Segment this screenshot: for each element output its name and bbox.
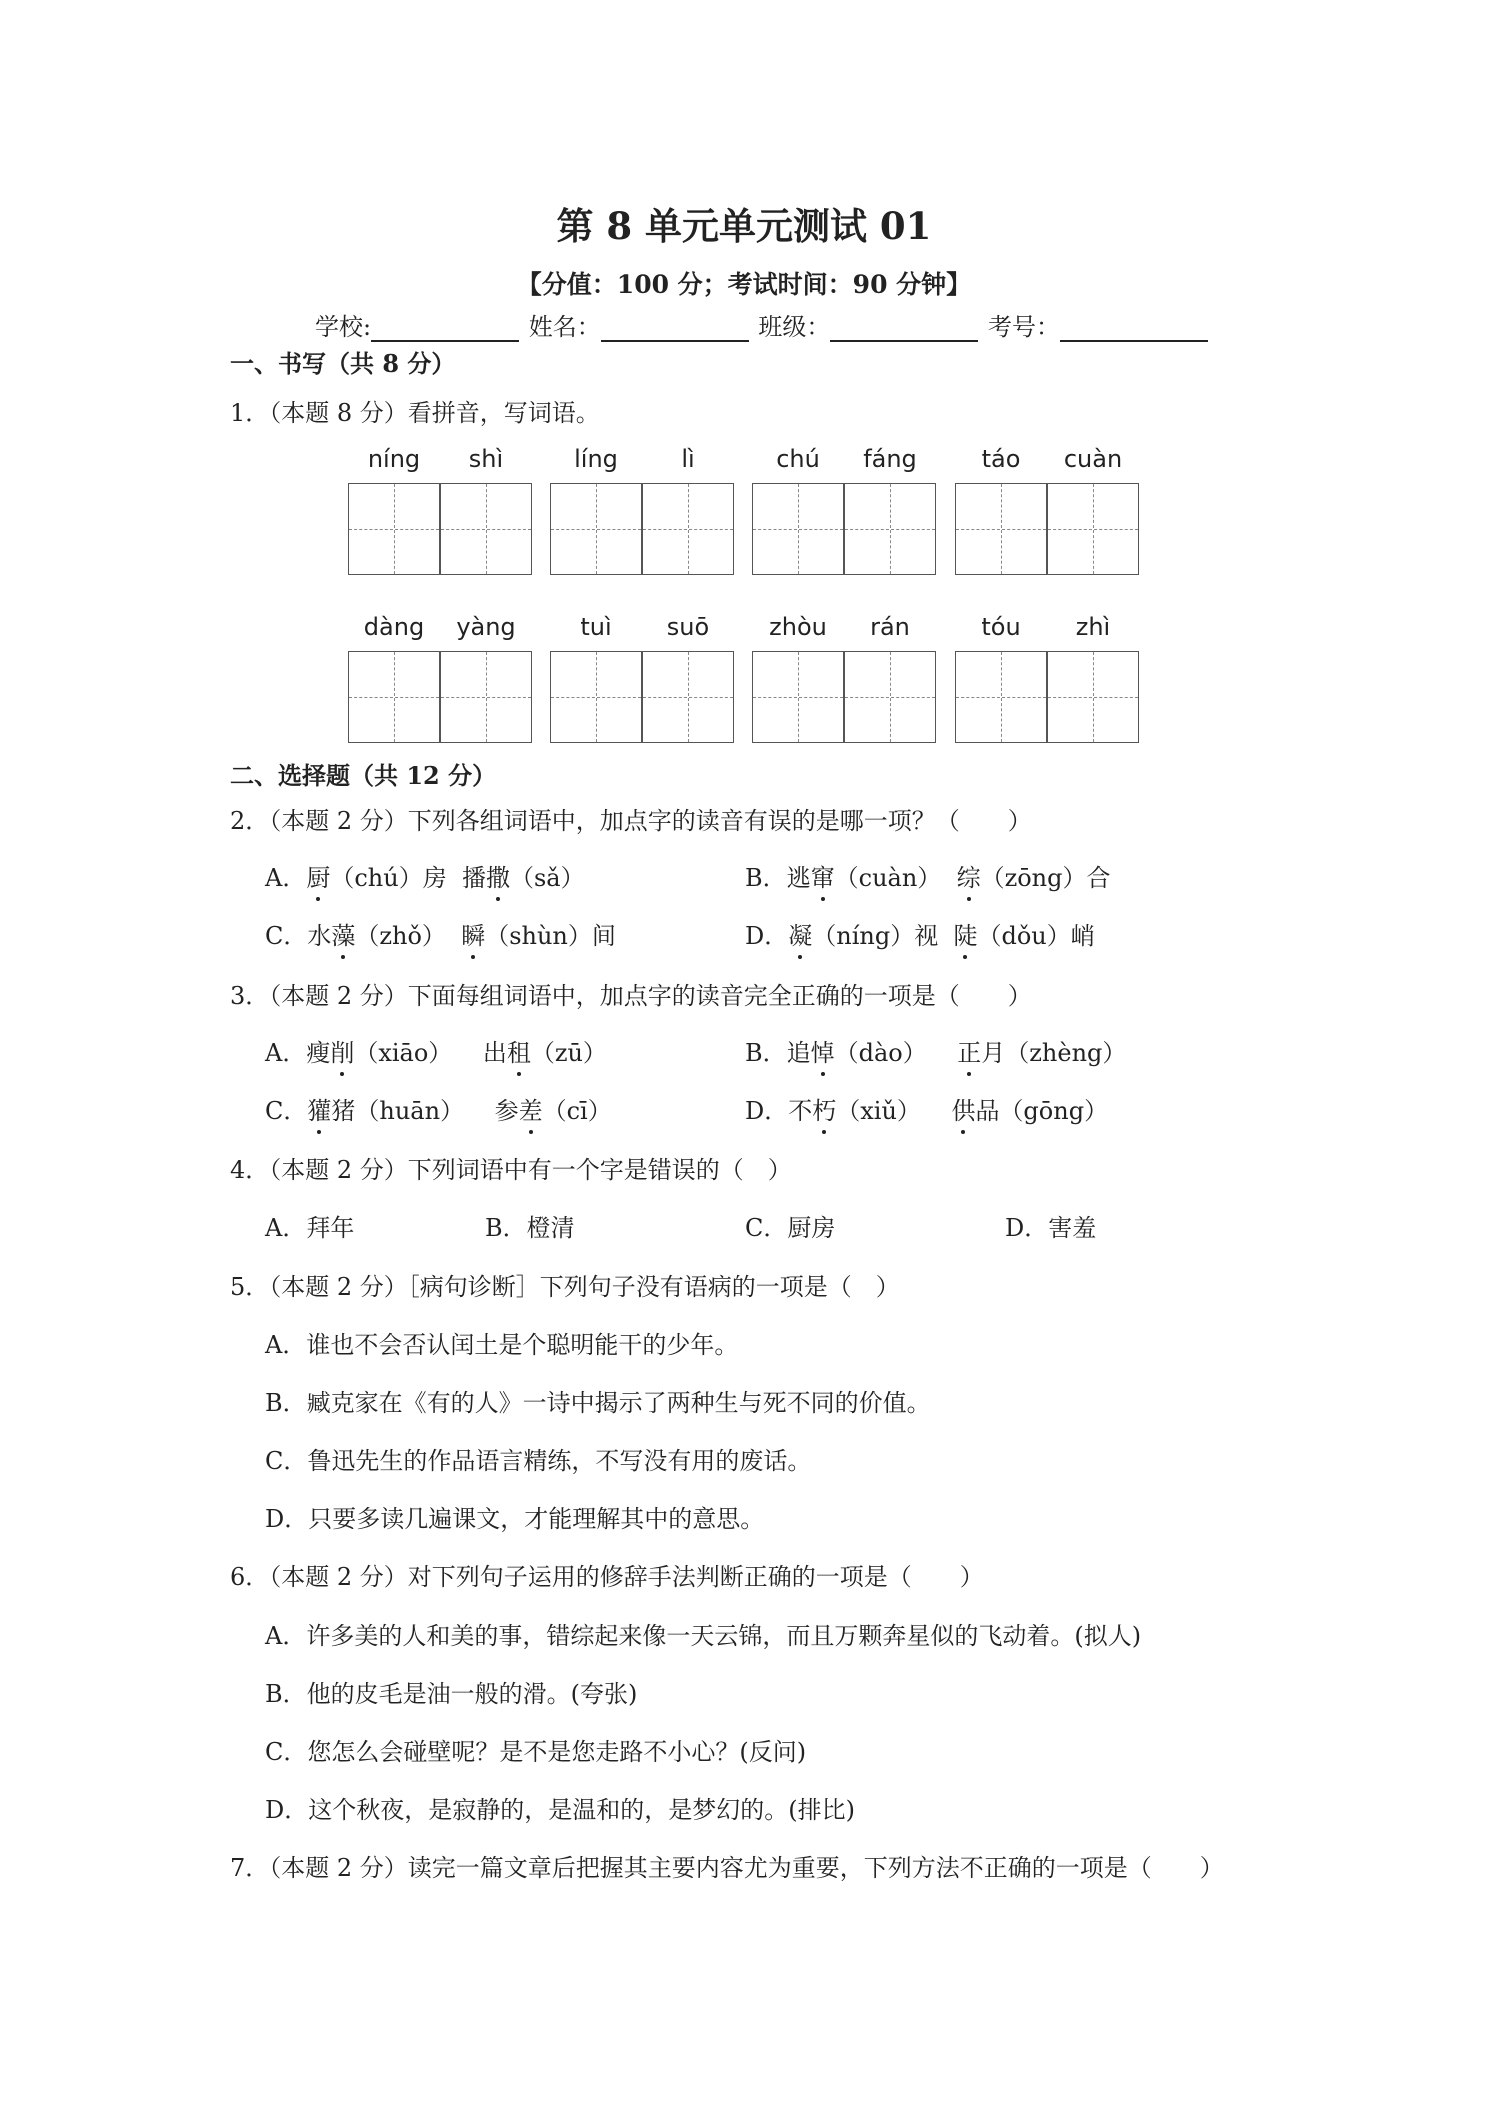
exam-meta: 【分值：100 分；考试时间：90 分钟】: [516, 270, 972, 299]
pinyin-text: shì: [468, 445, 504, 473]
question-4-option-b[interactable]: B．橙清: [485, 1214, 575, 1242]
writing-cell[interactable]: [440, 651, 532, 743]
writing-cell[interactable]: [955, 483, 1047, 575]
question-6-option-d[interactable]: D．这个秋夜，是寂静的，是温和的，是梦幻的。(排比): [265, 1796, 855, 1824]
name-blank[interactable]: [601, 316, 749, 342]
question-2-option-d[interactable]: D．凝（níng）视 陡（dǒu）峭: [745, 916, 1095, 951]
pinyin-text: suō: [666, 613, 710, 641]
question-2-option-a[interactable]: A．厨（chú）房 播撒（sǎ）: [265, 858, 585, 893]
pinyin-text: tóu: [981, 613, 1021, 641]
question-5-option-a[interactable]: A．谁也不会否认闰土是个聪明能干的少年。: [265, 1331, 739, 1359]
question-3-option-b[interactable]: B．追悼（dào） 正月（zhèng）: [745, 1033, 1126, 1068]
writing-cell[interactable]: [440, 483, 532, 575]
student-info-row: [315, 307, 1210, 342]
pinyin-text: tuì: [580, 613, 612, 641]
pinyin-text: rán: [870, 613, 910, 641]
question-4-option-c[interactable]: C．厨房: [745, 1214, 836, 1242]
writing-cell[interactable]: [1047, 483, 1139, 575]
number-label: 考号：: [988, 313, 1061, 341]
writing-cell[interactable]: [844, 483, 936, 575]
question-2-option-c[interactable]: C．水藻（zhǒ） 瞬（shùn）间: [265, 916, 616, 951]
writing-cell[interactable]: [642, 651, 734, 743]
writing-cell[interactable]: [550, 483, 642, 575]
question-5-option-b[interactable]: B．臧克家在《有的人》一诗中揭示了两种生与死不同的价值。: [265, 1389, 931, 1417]
number-blank[interactable]: [1060, 316, 1208, 342]
writing-cell[interactable]: [955, 651, 1047, 743]
question-3-stem: 3．（本题 2 分）下面每组词语中，加点字的读音完全正确的一项是（ ）: [230, 982, 1032, 1010]
pinyin-text: fáng: [863, 445, 917, 473]
pinyin-text: zhì: [1075, 613, 1111, 641]
section-heading: 一、书写（共 8 分）: [230, 349, 456, 378]
question-7-stem: 7．（本题 2 分）读完一篇文章后把握其主要内容尤为重要，下列方法不正确的一项是（ ）: [230, 1854, 1224, 1882]
writing-cell[interactable]: [642, 483, 734, 575]
question-2-stem: 2．（本题 2 分）下列各组词语中，加点字的读音有误的是哪一项？（ ）: [230, 807, 1032, 835]
question-4-option-a[interactable]: A．拜年: [265, 1214, 355, 1242]
pinyin-text: níng: [367, 445, 421, 473]
question-5-option-d[interactable]: D．只要多读几遍课文，才能理解其中的意思。: [265, 1505, 765, 1533]
question-1-stem: 1．（本题 8 分）看拼音，写词语。: [230, 399, 600, 427]
question-4-stem: 4．（本题 2 分）下列词语中有一个字是错误的（ ）: [230, 1156, 792, 1184]
question-6-option-b[interactable]: B．他的皮毛是油一般的滑。(夸张): [265, 1680, 638, 1708]
writing-cell[interactable]: [348, 483, 440, 575]
question-3-option-a[interactable]: A．瘦削（xiāo） 出租（zū）: [265, 1033, 607, 1068]
question-6-option-c[interactable]: C．您怎么会碰壁呢？是不是您走路不小心？(反问): [265, 1738, 807, 1766]
question-6-option-a[interactable]: A．许多美的人和美的事，错综起来像一天云锦，而且万颗奔星似的飞动着。(拟人): [265, 1622, 1142, 1650]
pinyin-text: chú: [776, 445, 820, 473]
question-3-option-c[interactable]: C．獾猪（huān） 参差（cī）: [265, 1091, 612, 1126]
pinyin-text: yàng: [456, 613, 516, 641]
question-3-option-d[interactable]: D．不朽（xiǔ） 供品（gōng）: [745, 1091, 1108, 1126]
writing-cell[interactable]: [348, 651, 440, 743]
class-label: 班级：: [758, 313, 831, 341]
pinyin-text: líng: [574, 445, 618, 473]
section-heading: 二、选择题（共 12 分）: [230, 761, 497, 790]
question-6-stem: 6．（本题 2 分）对下列句子运用的修辞手法判断正确的一项是（ ）: [230, 1563, 984, 1591]
pinyin-text: táo: [981, 445, 1021, 473]
writing-cell[interactable]: [752, 483, 844, 575]
pinyin-text: cuàn: [1063, 445, 1123, 473]
pinyin-text: zhòu: [769, 613, 827, 641]
pinyin-text: dàng: [363, 613, 425, 641]
question-5-stem: 5．（本题 2 分）［病句诊断］下列句子没有语病的一项是（ ）: [230, 1273, 900, 1301]
question-2-option-b[interactable]: B．逃窜（cuàn） 综（zōng）合: [745, 858, 1111, 893]
writing-cell[interactable]: [550, 651, 642, 743]
school-blank[interactable]: [371, 316, 519, 342]
writing-cell[interactable]: [752, 651, 844, 743]
class-blank[interactable]: [830, 316, 978, 342]
page-title: 第 8 单元单元测试 01: [556, 204, 932, 248]
pinyin-text: lì: [681, 445, 695, 473]
writing-cell[interactable]: [1047, 651, 1139, 743]
question-4-option-d[interactable]: D．害羞: [1005, 1214, 1097, 1242]
school-label: 学校:: [315, 313, 372, 341]
question-5-option-c[interactable]: C．鲁迅先生的作品语言精练，不写没有用的废话。: [265, 1447, 812, 1475]
writing-cell[interactable]: [844, 651, 936, 743]
name-label: 姓名：: [528, 313, 601, 341]
